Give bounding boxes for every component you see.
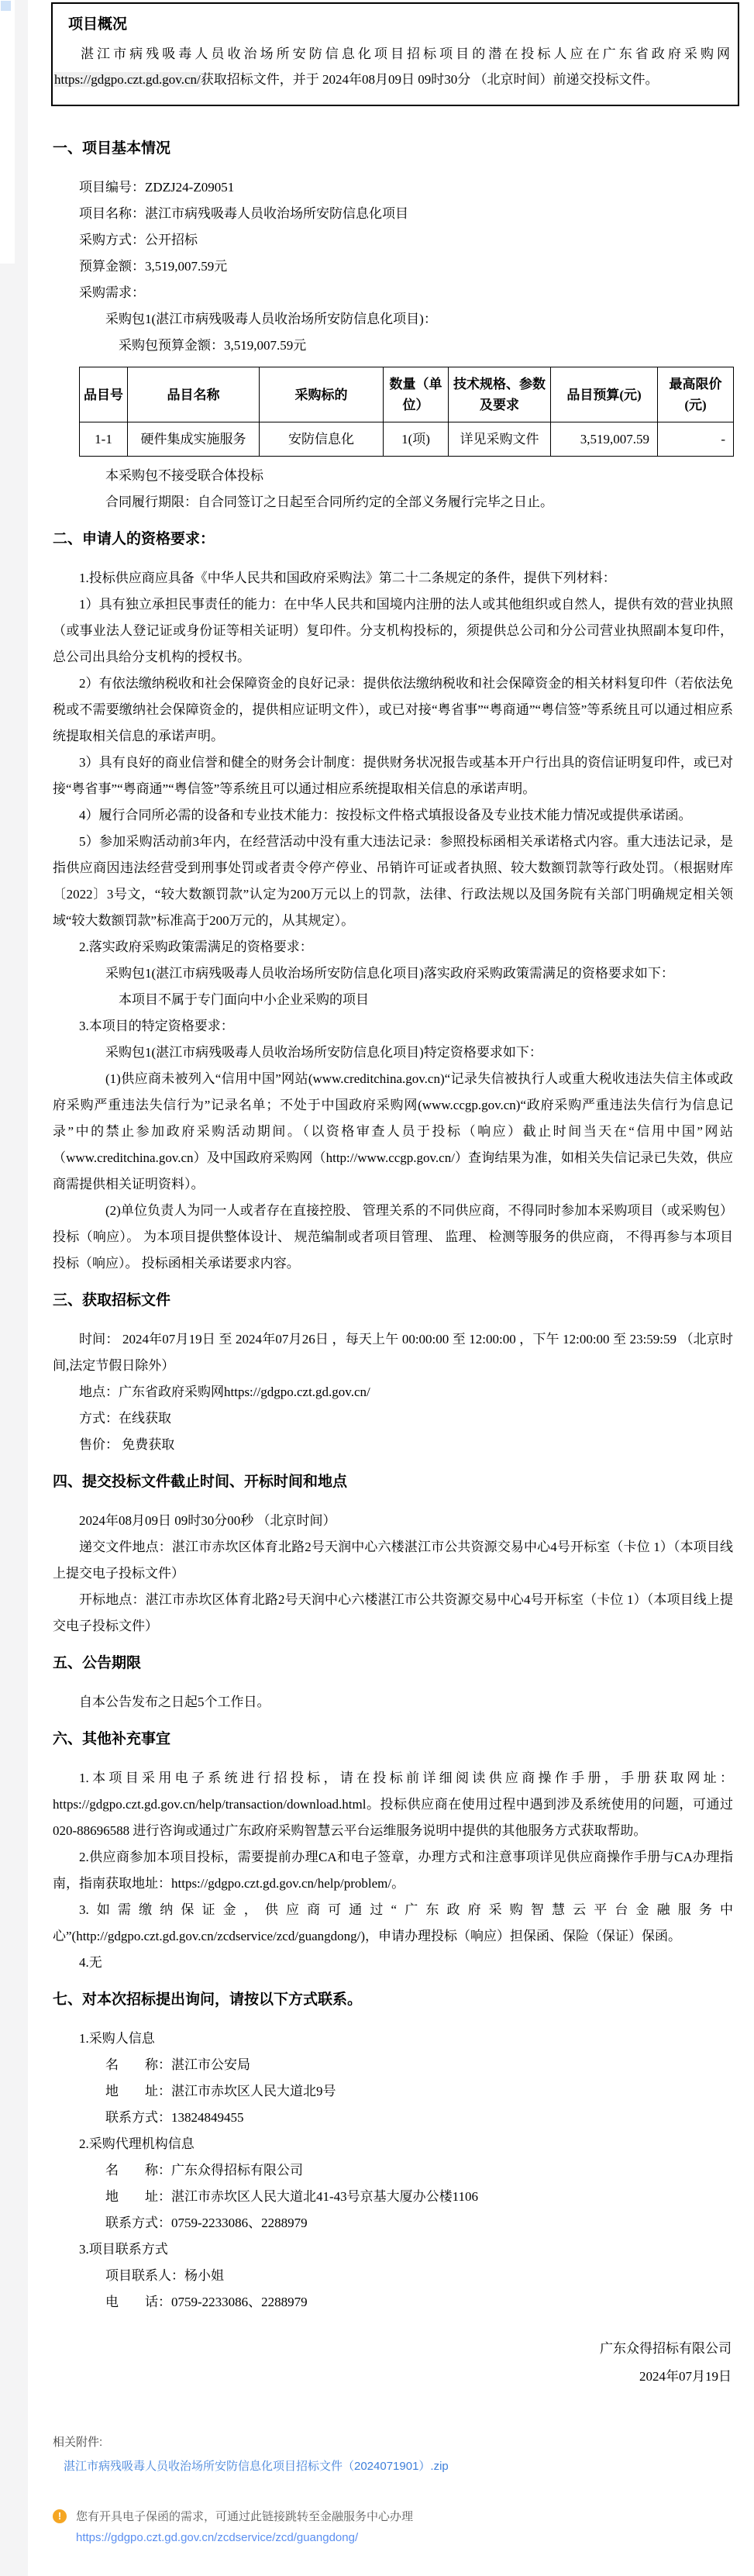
paragraph: 1.本项目采用电子系统进行招投标，请在投标前详细阅读供应商操作手册，手册获取网址：https://gdgpo.czt.gd.gov.cn/help/transaction/download.html。投标供应商在使用过程中遇到涉及系统使用的问题，可通过020-88696588 进行咨询或通过广东政府采购智慧云平台运维服务说明中提供的其他服务方式获取帮助。 bbox=[53, 1771, 733, 1838]
paragraph: 4）履行合同所必需的设备和专业技术能力：按投标文件格式填报设备及专业技术能力情况或提供承诺函。 bbox=[79, 808, 692, 822]
paragraph: 本项目不属于专门面向中小企业采购的项目 bbox=[119, 992, 369, 1007]
guarantee-notice-text: 您有开具电子保函的需求，可通过此链接跳转至金融服务中心办理 bbox=[76, 2510, 414, 2523]
attachments-label: 相关附件: bbox=[53, 2436, 103, 2449]
paragraph: 1.投标供应商应具备《中华人民共和国政府采购法》第二十二条规定的条件，提供下列材料： bbox=[79, 571, 616, 585]
cell-specs: 详见采购文件 bbox=[449, 422, 551, 457]
agency-address-line: 地 址：湛江市赤坎区人民大道北41-43号京基大厦办公楼1106 bbox=[105, 2189, 479, 2204]
announcement-document bbox=[28, 0, 754, 2576]
overview-text-before: 湛江市病残吸毒人员收治场所安防信息化项目招标项目的潜在投标人应在广东省政府采购网 bbox=[81, 47, 730, 61]
agency-name-line: 名 称：广东众得招标有限公司 bbox=[105, 2163, 303, 2178]
contract-term-note: 合同履行期限：自合同签订之日起至合同所约定的全部义务履行完毕之日止。 bbox=[105, 495, 553, 509]
section4-heading: 四、提交投标文件截止时间、开标时间和地点 bbox=[53, 1474, 348, 1490]
items-table-header-row bbox=[80, 367, 734, 422]
paragraph: 采购包1(湛江市病残吸毒人员收治场所安防信息化项目)落实政府采购政策需满足的资格要求如下： bbox=[105, 966, 674, 981]
signature-company: 广东众得招标有限公司 bbox=[600, 2341, 732, 2356]
col-item-no: 品目号 bbox=[80, 367, 128, 422]
paragraph: 5）参加采购活动前3年内，在经营活动中没有重大违法记录：参照投标函相关承诺格式内容。重大违法记录，是指供应商因违法经营受到刑事处罚或者责令停产停业、吊销许可证或者执照、较大数额罚款等行政处罚。（根据财库〔2022〕3号文，“较大数额罚款”认定为200万元以上的罚款，法律、行政法规以及国务院有关部门明确规定相关领域“较大数额罚款”标准高于200万元的，从其规定）。 bbox=[53, 834, 733, 928]
purchaser-contact-line: 联系方式：13824849455 bbox=[105, 2110, 244, 2125]
project-number-line: 项目编号：ZDZJ24-Z09051 bbox=[79, 180, 235, 195]
col-budget: 品目预算(元) bbox=[551, 367, 658, 422]
section2-heading: 二、申请人的资格要求： bbox=[53, 531, 215, 547]
warning-icon: ! bbox=[53, 2509, 67, 2523]
demand-label-line: 采购需求： bbox=[79, 285, 145, 300]
paragraph: 3.本项目的特定资格要求： bbox=[79, 1019, 234, 1033]
col-quantity: 数量（单位） bbox=[384, 367, 449, 422]
obtain-price-line: 售价： 免费获取 bbox=[79, 1437, 175, 1452]
opening-place-line: 开标地点：湛江市赤坎区体育北路2号天润中心六楼湛江市公共资源交易中心4号开标室（卡位 1）（本项目线上提交电子投标文件） bbox=[53, 1592, 733, 1633]
agency-contact-line: 联系方式：0759-2233086、2288979 bbox=[105, 2216, 308, 2230]
project-name-line: 项目名称：湛江市病残吸毒人员收治场所安防信息化项目 bbox=[79, 206, 408, 221]
cell-item-name: 硬件集成实施服务 bbox=[128, 422, 260, 457]
paragraph: 4.无 bbox=[79, 1955, 102, 1970]
col-subject: 采购标的 bbox=[260, 367, 384, 422]
purchaser-address-line: 地 址：湛江市赤坎区人民大道北9号 bbox=[105, 2084, 336, 2098]
purchaser-info-title: 1.采购人信息 bbox=[79, 2031, 155, 2046]
overview-url: https://gdgpo.czt.gd.gov.cn/ bbox=[54, 72, 201, 87]
project-contact-title: 3.项目联系方式 bbox=[79, 2242, 168, 2257]
deadline-line: 2024年08月09日 09时30分00秒 （北京时间） bbox=[79, 1513, 336, 1528]
section5-heading: 五、公告期限 bbox=[53, 1655, 142, 1671]
paragraph: 3）具有良好的商业信誉和健全的财务会计制度：提供财务状况报告或基本开户行出具的资信证明复印件，或已对接“粤省事”“粤商通”“粤信签”等系统且可以通过相应系统提取相关信息的承诺声明。 bbox=[53, 755, 733, 796]
paragraph: (1)供应商未被列入“信用中国”网站(www.creditchina.gov.cn)“记录失信被执行人或重大税收违法失信主体或政府采购严重违法失信行为”记录名单；不处于中国政府采购网(www.ccgp.gov.cn)“政府采购严重违法失信行为信息记录”中的禁止参加政府采购活动期间。（以资格审查人员于投标（响应）截止时间当天在“信用中国”网站（www.creditchina.gov.cn）及中国政府采购网（http://www.ccgp.gov.cn/）查询结果为准，如相关失信记录已失效，供应商需提供相关证明资料）。 bbox=[53, 1071, 733, 1191]
overview-title: 项目概况 bbox=[68, 16, 128, 33]
signature-block bbox=[53, 2336, 733, 2390]
purchaser-name-line: 名 称：湛江市公安局 bbox=[105, 2057, 250, 2072]
package-line: 采购包1(湛江市病残吸毒人员收治场所安防信息化项目)： bbox=[105, 312, 437, 326]
signature-date: 2024年07月19日 bbox=[639, 2369, 732, 2384]
budget-line: 预算金额：3,519,007.59元 bbox=[79, 259, 228, 274]
no-consortium-note: 本采购包不接受联合体投标 bbox=[105, 468, 263, 483]
cell-price-limit: - bbox=[658, 422, 734, 457]
agency-info-title: 2.采购代理机构信息 bbox=[79, 2136, 195, 2151]
section6-heading: 六、其他补充事宜 bbox=[53, 1731, 171, 1747]
paragraph: 采购包1(湛江市病残吸毒人员收治场所安防信息化项目)特定资格要求如下： bbox=[105, 1045, 542, 1060]
col-price-limit: 最高限价(元) bbox=[658, 367, 734, 422]
package-budget-line: 采购包预算金额：3,519,007.59元 bbox=[119, 338, 307, 353]
cell-item-no: 1-1 bbox=[80, 422, 128, 457]
obtain-place-line: 地点：广东省政府采购网https://gdgpo.czt.gd.gov.cn/ bbox=[79, 1385, 370, 1399]
section1-heading: 一、项目基本情况 bbox=[53, 140, 171, 157]
col-item-name: 品目名称 bbox=[128, 367, 260, 422]
section3-heading: 三、获取招标文件 bbox=[53, 1292, 171, 1309]
paragraph: 2.供应商参加本项目投标，需要提前办理CA和电子签章，办理方式和注意事项详见供应商操作手册与CA办理指南，指南获取地址：https://gdgpo.czt.gd.gov.cn/help/problem/。 bbox=[53, 1850, 733, 1891]
cell-quantity: 1(项) bbox=[384, 422, 449, 457]
guarantee-notice bbox=[53, 2508, 733, 2545]
attachments-block bbox=[53, 2433, 733, 2474]
paragraph: 2.落实政府采购政策需满足的资格要求： bbox=[79, 940, 313, 954]
paragraph: 3.如需缴纳保证金，供应商可通过“广东政府采购智慧云平台金融服务中心”(http://gdgpo.czt.gd.gov.cn/zcdservice/zcd/guangdong/)，申请办理投标（响应）担保函、保险（保证）保函。 bbox=[53, 1902, 733, 1943]
project-contact-person-line: 项目联系人：杨小姐 bbox=[105, 2268, 224, 2283]
section7-heading: 七、对本次招标提出询问，请按以下方式联系。 bbox=[53, 1991, 363, 2008]
attachment-file-link[interactable]: 湛江市病残吸毒人员收治场所安防信息化项目招标文件（2024071901）.zip bbox=[64, 2460, 449, 2473]
table-row bbox=[80, 422, 734, 457]
procurement-method-line: 采购方式：公开招标 bbox=[79, 233, 198, 247]
project-contact-phone-line: 电 话：0759-2233086、2288979 bbox=[105, 2295, 308, 2309]
paragraph: 1）具有独立承担民事责任的能力：在中华人民共和国境内注册的法人或其他组织或自然人，提供有效的营业执照（或事业法人登记证或身份证等相关证明）复印件。分支机构投标的，须提供总公司和分公司营业执照副本复印件，总公司出具给分支机构的授权书。 bbox=[53, 597, 733, 664]
obtain-method-line: 方式：在线获取 bbox=[79, 1411, 171, 1426]
col-specs: 技术规格、参数及要求 bbox=[449, 367, 551, 422]
notice-period-line: 自本公告发布之日起5个工作日。 bbox=[79, 1695, 270, 1709]
paragraph: (2)单位负责人为同一人或者存在直接控股、 管理关系的不同供应商，不得同时参加本采购项目（或采购包） 投标（响应）。 为本项目提供整体设计、 规范编制或者项目管理、 监理、 检测等服务的供应商， 不得再参与本项目投标（响应）。 投标函相关承诺要求内容。 bbox=[53, 1203, 733, 1271]
submit-place-line: 递交文件地点：湛江市赤坎区体育北路2号天润中心六楼湛江市公共资源交易中心4号开标室（卡位 1）（本项目线上提交电子投标文件） bbox=[53, 1540, 733, 1581]
cell-budget: 3,519,007.59 bbox=[551, 422, 658, 457]
guarantee-service-link[interactable]: https://gdgpo.czt.gd.gov.cn/zcdservice/zcd/guangdong/ bbox=[76, 2531, 359, 2544]
paragraph: 2）有依法缴纳税收和社会保障资金的良好记录：提供依法缴纳税收和社会保障资金的相关材料复印件（若依法免税或不需要缴纳社会保障资金的，提供相应证明文件），或已对接“粤省事”“粤商通”“粤信签”等系统且可以通过相应系统提取相关信息的承诺声明。 bbox=[53, 676, 733, 743]
left-panel-fragment bbox=[0, 0, 15, 264]
obtain-time-line: 时间： 2024年07月19日 至 2024年07月26日 ，每天上午 00:00:00 至 12:00:00 ，下午 12:00:00 至 23:59:59 （北京时间,法定节假日除外） bbox=[53, 1332, 733, 1373]
left-gutter bbox=[0, 0, 28, 2576]
project-overview-box bbox=[51, 2, 739, 106]
overview-paragraph bbox=[54, 41, 730, 92]
cell-subject: 安防信息化 bbox=[260, 422, 384, 457]
overview-text-after: 获取招标文件，并于 2024年08月09日 09时30分 （北京时间）前递交投标文件。 bbox=[200, 72, 659, 87]
corner-square-fragment bbox=[1, 1, 11, 11]
items-table bbox=[79, 367, 734, 457]
